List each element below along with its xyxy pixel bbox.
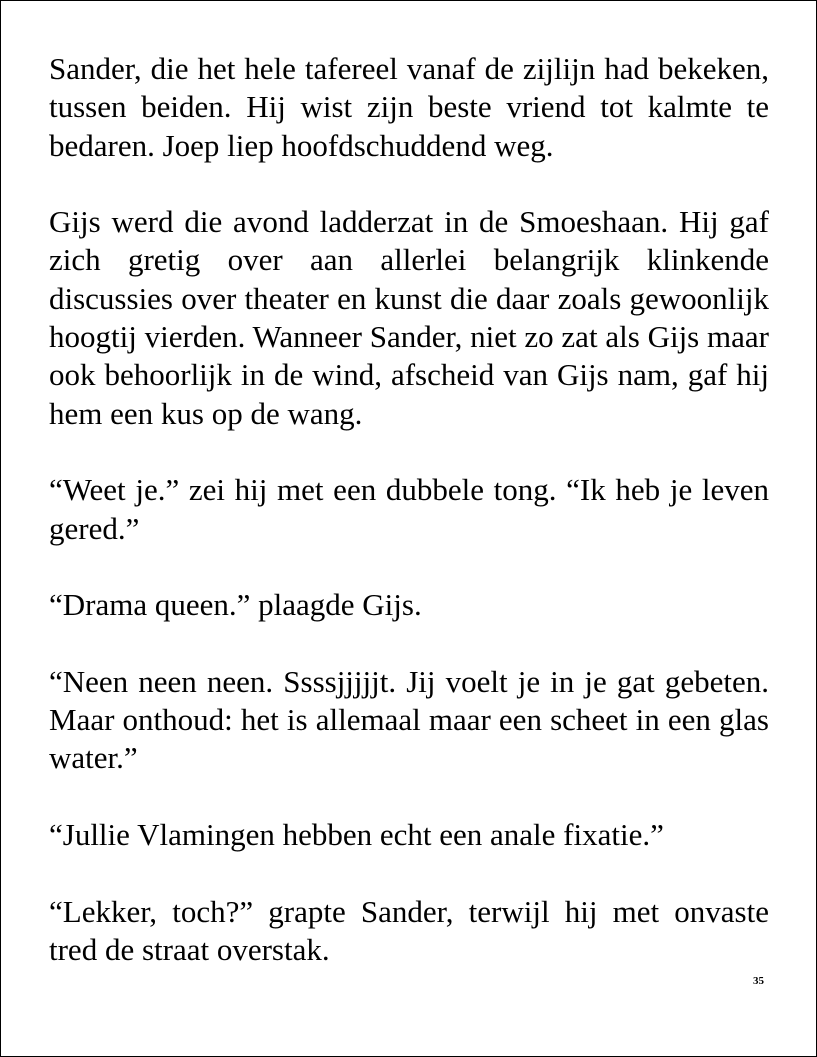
body-text (49, 50, 769, 969)
paragraph-3: “Weet je.” zei hij met een dubbele tong. “Ik heb je leven gered.” (49, 472, 769, 546)
paragraph-4: “Drama queen.” plaagde Gijs. (49, 587, 422, 623)
paragraph-1: Sander, die het hele tafereel vanaf de zijlijn had bekeken, tussen beiden. Hij wist zijn beste vriend tot kalmte te bedaren. Joep liep hoofdschuddend weg. (49, 51, 769, 163)
paragraph-2: Gijs werd die avond ladderzat in de Smoeshaan. Hij gaf zich gretig over aan allerlei belangrijk klinkende discussies over theater en kunst die daar zoals gewoonlijk hoogtij vierden. Wanneer Sander, niet zo zat als Gijs maar ook behoorlijk in de wind, afscheid van Gijs nam, gaf hij hem een kus op de wang. (49, 204, 769, 431)
paragraph-7: “Lekker, toch?” grapte Sander, terwijl hij met onvaste tred de straat overstak. (49, 893, 769, 967)
paragraph-6: “Jullie Vlamingen hebben echt een anale fixatie.” (49, 816, 664, 852)
paragraph-5: “Neen neen neen. Ssssjjjjjt. Jij voelt je in je gat gebeten. Maar onthoud: het is allemaal maar een scheet in een glas water.” (49, 663, 769, 776)
page-number: 35 (753, 975, 764, 987)
